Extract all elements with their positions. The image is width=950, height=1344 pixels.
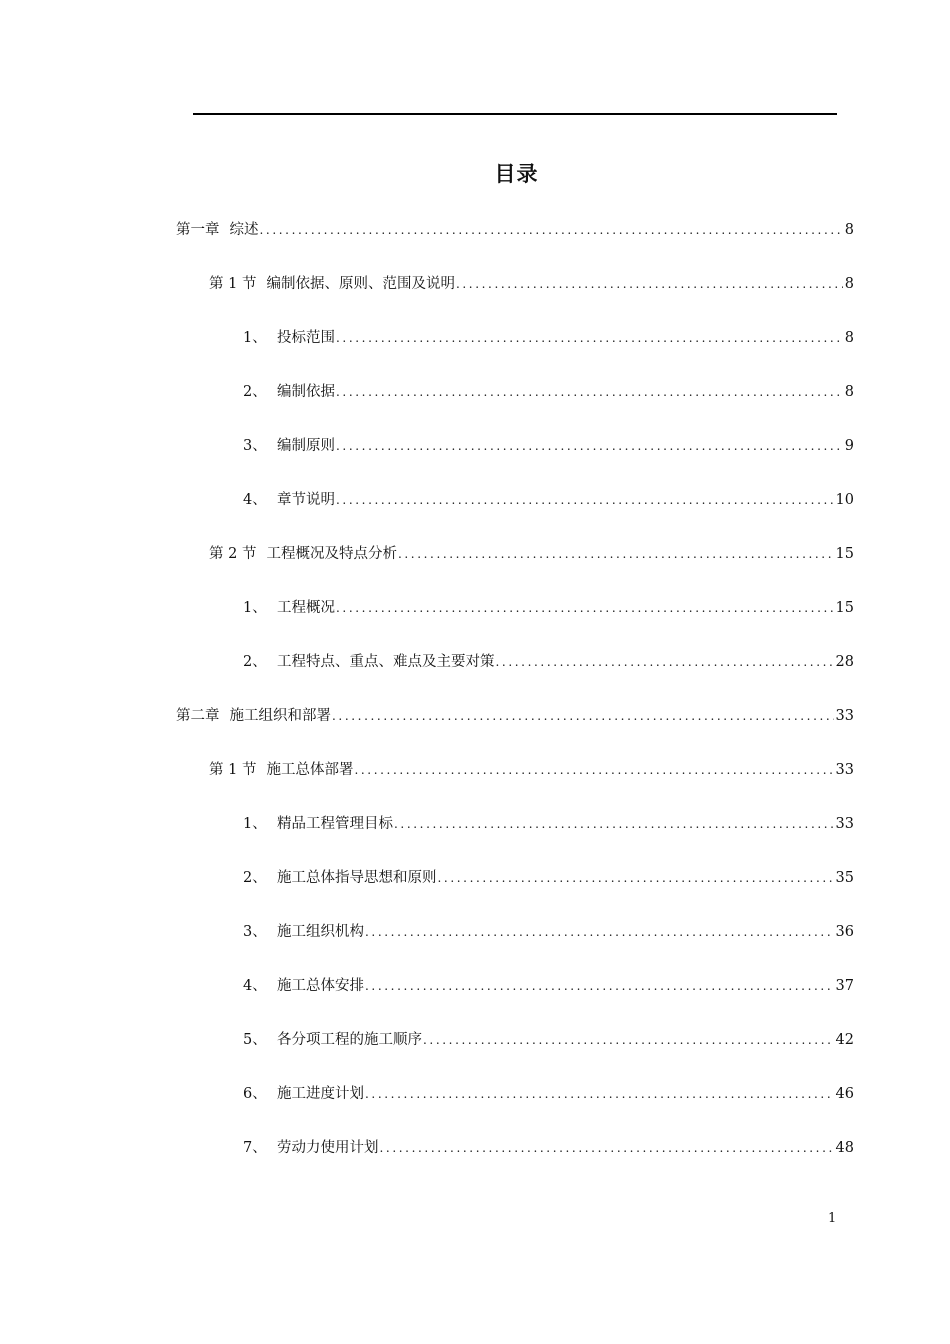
toc-entry-page: 15: [835, 546, 854, 562]
toc-entry-page: 33: [835, 762, 854, 778]
toc-dot-leader: [394, 814, 834, 834]
toc-entry-title: 编制依据、原则、范围及说明: [266, 276, 455, 292]
toc-entry-number: 5、: [243, 1032, 267, 1048]
toc-entry-page: 33: [835, 816, 854, 832]
toc-entry-title: 投标范围: [277, 330, 335, 346]
toc-entry-page: 28: [835, 654, 854, 670]
toc-entry[interactable]: [243, 1138, 854, 1158]
toc-entry[interactable]: [243, 922, 854, 942]
toc-entry-title: 各分项工程的施工顺序: [277, 1032, 422, 1048]
toc-entry-title: 施工组织机构: [277, 924, 364, 940]
toc-dot-leader: [456, 274, 843, 294]
toc-entry[interactable]: [243, 598, 854, 618]
toc-entry-title: 施工总体安排: [277, 978, 364, 994]
toc-dot-leader: [398, 544, 834, 564]
toc-dot-leader: [365, 922, 834, 942]
toc-entry-title: 工程概况: [277, 600, 335, 616]
toc-entry-title: 施工进度计划: [277, 1086, 364, 1102]
toc-entry-number: 6、: [243, 1086, 267, 1102]
toc-entry-page: 42: [835, 1032, 854, 1048]
toc-entry[interactable]: [243, 1030, 854, 1050]
toc-entry-page: 8: [844, 384, 854, 400]
toc-entry[interactable]: [209, 544, 854, 564]
toc-entry-title: 施工总体部署: [266, 762, 354, 778]
toc-entry[interactable]: [243, 1084, 854, 1104]
toc-entry-page: 8: [844, 222, 854, 238]
toc-entry-number: 1、: [243, 330, 267, 346]
toc-entry-number: 3、: [243, 924, 267, 940]
toc-entry[interactable]: [176, 220, 854, 240]
toc-entry-page: 37: [835, 978, 854, 994]
toc-entry-title: 综述: [229, 222, 259, 238]
toc-entry-page: 8: [844, 276, 854, 292]
toc-entry-number: 第二章: [176, 708, 220, 724]
toc-entry-number: 3、: [243, 438, 267, 454]
toc-dot-leader: [354, 760, 833, 780]
toc-entry-title: 施工总体指导思想和原则: [277, 870, 437, 886]
toc-entry-page: 36: [835, 924, 854, 940]
toc-entry-number: 7、: [243, 1140, 267, 1156]
toc-entry-page: 10: [835, 492, 854, 508]
toc-entry[interactable]: [243, 490, 854, 510]
toc-entry-title: 劳动力使用计划: [277, 1140, 379, 1156]
toc-entry-number: 1、: [243, 600, 267, 616]
toc-entry-title: 施工组织和部署: [229, 708, 331, 724]
toc-dot-leader: [496, 652, 834, 672]
toc-entry-title: 编制原则: [277, 438, 335, 454]
toc-dot-leader: [336, 328, 843, 348]
toc-entry[interactable]: [243, 814, 854, 834]
page-number: 1: [828, 1211, 837, 1226]
toc-entry-page: 15: [835, 600, 854, 616]
toc-entry[interactable]: [176, 706, 854, 726]
toc-entry-number: 4、: [243, 492, 267, 508]
toc-entry[interactable]: [243, 436, 854, 456]
toc-title: 目录: [494, 162, 539, 186]
toc-dot-leader: [423, 1030, 834, 1050]
toc-dot-leader: [260, 220, 843, 240]
toc-entry-title: 编制依据: [277, 384, 335, 400]
toc-entry[interactable]: [243, 868, 854, 888]
toc-dot-leader: [365, 976, 834, 996]
toc-entry-number: 第 1 节: [209, 276, 257, 292]
toc-entry[interactable]: [209, 274, 854, 294]
toc-entry-page: 9: [844, 438, 854, 454]
toc-entry-page: 46: [835, 1086, 854, 1102]
toc-entry-page: 35: [835, 870, 854, 886]
toc-dot-leader: [365, 1084, 834, 1104]
toc-entry-number: 第一章: [176, 222, 220, 238]
toc-entry[interactable]: [243, 976, 854, 996]
toc-entry[interactable]: [243, 652, 854, 672]
toc-entry-page: 8: [844, 330, 854, 346]
toc-entry[interactable]: [243, 328, 854, 348]
toc-dot-leader: [336, 436, 843, 456]
toc-entry-title: 工程概况及特点分析: [266, 546, 397, 562]
toc-entry-number: 第 2 节: [209, 546, 257, 562]
toc-entry-number: 2、: [243, 384, 267, 400]
toc-entry-number: 4、: [243, 978, 267, 994]
toc-entry-number: 第 1 节: [209, 762, 257, 778]
toc-dot-leader: [336, 598, 834, 618]
toc-entry-title: 工程特点、重点、难点及主要对策: [277, 654, 495, 670]
toc-entry[interactable]: [209, 760, 854, 780]
toc-entry-number: 2、: [243, 870, 267, 886]
toc-entry-page: 48: [835, 1140, 854, 1156]
toc-dot-leader: [336, 490, 834, 510]
toc-entry-number: 1、: [243, 816, 267, 832]
toc-dot-leader: [332, 706, 834, 726]
toc-entry-page: 33: [835, 708, 854, 724]
toc-entry-number: 2、: [243, 654, 267, 670]
toc-entry-title: 精品工程管理目标: [277, 816, 393, 832]
toc-dot-leader: [438, 868, 834, 888]
toc-dot-leader: [336, 382, 843, 402]
toc-entry[interactable]: [243, 382, 854, 402]
toc-dot-leader: [380, 1138, 834, 1158]
toc-entry-title: 章节说明: [277, 492, 335, 508]
